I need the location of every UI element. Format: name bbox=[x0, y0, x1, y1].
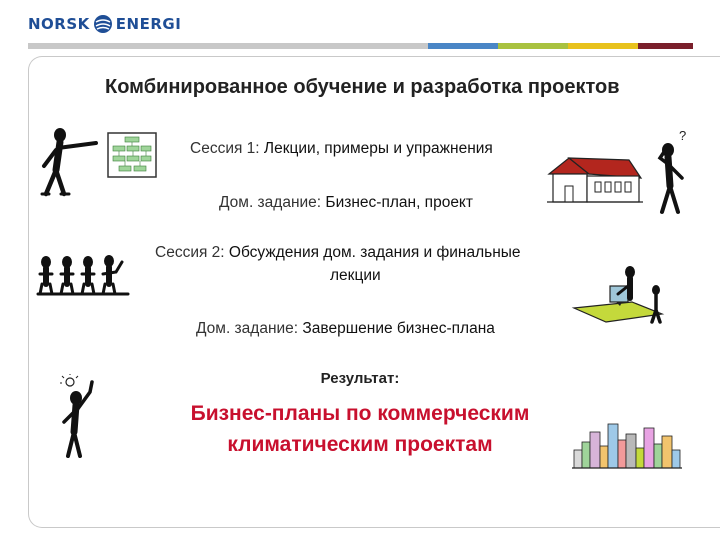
flowchart-board-icon bbox=[107, 132, 157, 178]
slide-title: Комбинированное обучение и разработка проектов bbox=[105, 76, 620, 98]
norsk-energi-logo bbox=[28, 12, 181, 36]
thinking-person-icon bbox=[652, 142, 692, 216]
house-icon bbox=[545, 152, 645, 208]
logo-globe-icon bbox=[93, 14, 113, 34]
session-2-text-line2: лекции bbox=[330, 267, 381, 284]
homework-2-label: Дом. задание: bbox=[196, 320, 299, 337]
result-line-1: Бизнес-планы по коммерческим bbox=[190, 402, 530, 425]
homework-1-line bbox=[219, 194, 473, 212]
logo-text-left: NORSK bbox=[28, 15, 90, 33]
color-bar-segment bbox=[498, 43, 568, 49]
session-1-label: Сессия 1: bbox=[190, 140, 260, 157]
homework-1-label: Дом. задание: bbox=[219, 194, 322, 211]
session-2-label: Сессия 2: bbox=[155, 244, 225, 261]
color-bar-segment bbox=[428, 43, 498, 49]
logo-text-right: ENERGI bbox=[115, 15, 182, 33]
city-skyline-icon bbox=[572, 420, 684, 470]
result-line-2: климатическим проектам bbox=[227, 433, 493, 456]
color-bar-segment bbox=[568, 43, 638, 49]
color-bar-segment bbox=[28, 43, 428, 49]
person-at-computer-icon bbox=[570, 264, 670, 326]
group-of-people-icon bbox=[36, 254, 130, 298]
session-2-text-line1: Обсуждения дом. задания и финальные bbox=[228, 244, 521, 261]
color-bar-segment bbox=[638, 43, 693, 49]
idea-person-icon bbox=[56, 374, 100, 460]
result-text bbox=[150, 398, 570, 460]
session-1-text: Лекции, примеры и упражнения bbox=[263, 140, 493, 157]
pointing-person-icon bbox=[36, 126, 106, 198]
homework-2-text: Завершение бизнес-плана bbox=[302, 320, 495, 337]
homework-1-text: Бизнес-план, проект bbox=[325, 194, 473, 211]
header-color-bar bbox=[28, 43, 693, 49]
session-1-line bbox=[190, 140, 493, 158]
result-label: Результат: bbox=[320, 370, 400, 387]
question-mark: ? bbox=[679, 128, 687, 143]
homework-2-line bbox=[196, 320, 495, 338]
session-2-line bbox=[155, 244, 521, 262]
